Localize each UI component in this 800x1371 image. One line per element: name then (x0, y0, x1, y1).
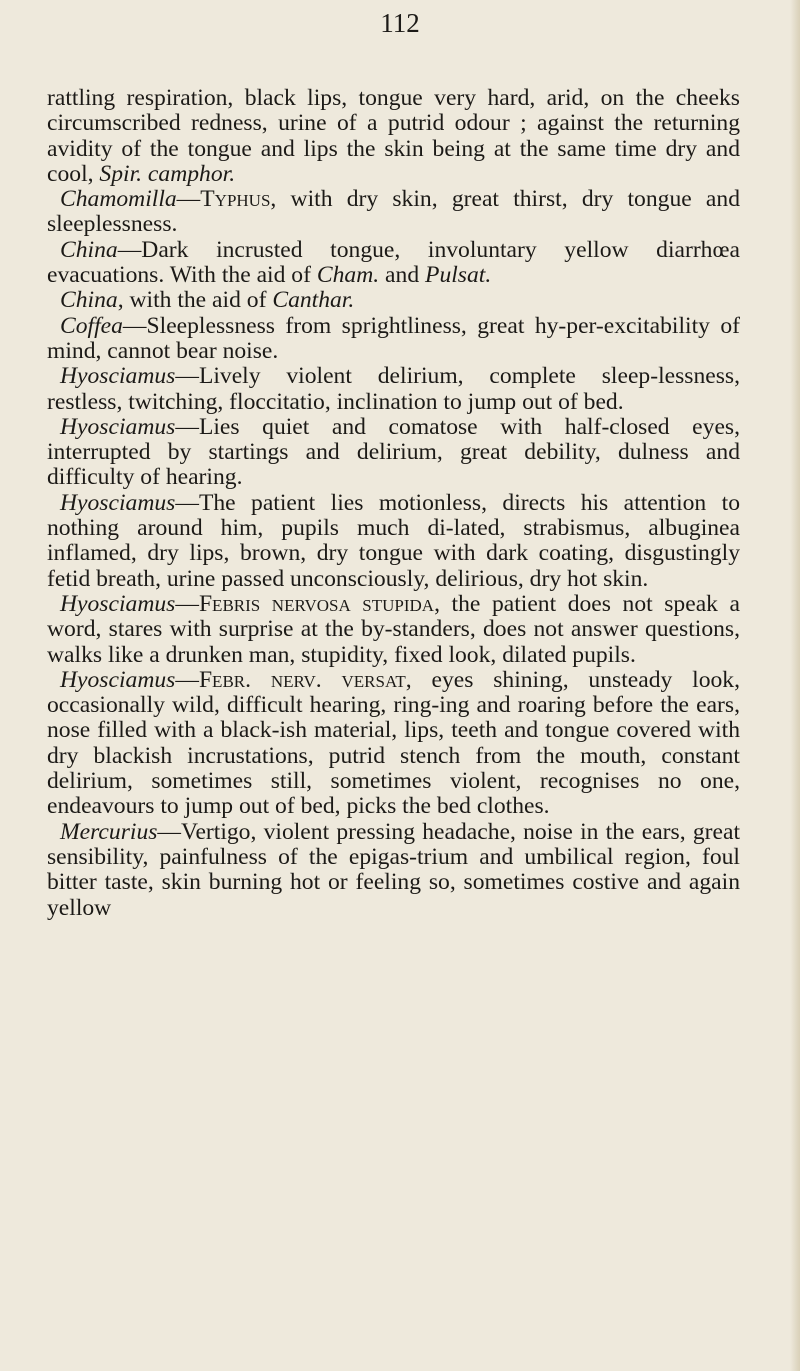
remedy-entry (47, 187, 740, 238)
text-run: , with the aid of (117, 287, 273, 314)
remedy-entry (47, 314, 740, 365)
remedy-name: Hyosciamus (60, 489, 176, 516)
remedy-name: Coffea (60, 312, 123, 339)
remedy-name: Cham. (316, 262, 380, 289)
remedy-name: Pulsat. (425, 262, 492, 289)
text-run: —Sleeplessness from sprightliness, great hy-per-excitability of mind, cannot bear noise. (47, 312, 740, 364)
continued-paragraph (47, 86, 740, 187)
body-text (47, 86, 740, 921)
text-run: —Lively violent delirium, complete sleep-lessness, restless, twitching, floccitatio, inclination to jump out of bed. (47, 363, 740, 415)
text-run: — (175, 590, 199, 617)
remedy-name: Hyosciamus (60, 666, 176, 693)
text-run: —Lies quiet and comatose with half-closed eyes, interrupted by startings and delirium, great debility, dulness and difficulty of hearing. (47, 413, 740, 491)
remedy-entry (47, 238, 740, 289)
condition-name: Typhus (200, 186, 271, 213)
remedy-entry (47, 592, 740, 668)
text-run: , with dry skin, great thirst, dry tongue and sleeplessness. (47, 186, 740, 238)
remedy-name: Mercurius (60, 818, 158, 845)
text-run: rattling respiration, black lips, tongue very hard, arid, on the cheeks circumscribed redness, urine of a putrid odour ; against the returning avidity of the tongue and lips the skin being at the same time dry and cool, (47, 85, 740, 187)
remedy-entry (47, 491, 740, 592)
remedy-name: China (60, 287, 118, 314)
remedy-name: Canthar. (272, 287, 355, 314)
text-run: —Vertigo, violent pressing headache, noise in the ears, great sensibility, painfulness of the epigas-trium and umbilical region, foul bitter taste, skin burning hot or feeling so, sometimes costive and again yellow (47, 818, 740, 921)
remedy-entry (47, 668, 740, 820)
remedy-name: Chamomilla (60, 186, 177, 213)
page-number: 112 (380, 8, 420, 38)
remedy-entry (47, 820, 740, 921)
condition-name: Febr. nerv. versat (198, 666, 406, 693)
remedy-entry (47, 364, 740, 415)
remedy-entry (47, 288, 740, 313)
condition-name: Febris nervosa stupida (198, 590, 435, 617)
text-run: , the patient does not speak a word, stares with surprise at the by-standers, does not answer questions, walks like a drunken man, stupidity, fixed look, dilated pupils. (47, 590, 741, 668)
text-run: —The patient lies motionless, directs his attention to nothing around him, pupils much di-lated, strabismus, albuginea inflamed, dry lips, brown, dry tongue with dark coating, disgustingly fetid breath, urine passed unconsciously, delirious, dry hot skin. (47, 489, 740, 592)
text-run: and (379, 262, 426, 289)
remedy-name: China (60, 236, 118, 263)
text-run: — (175, 666, 199, 693)
text-run: , eyes shining, unsteady look, occasionally wild, difficult hearing, ring-ing and roaring before the ears, nose filled with a black-ish material, lips, teeth and tongue covered with dry blackish incrustations, putrid stench from the mouth, constant delirium, sometimes still, sometimes violent, recognises no one, endeavours to jump out of bed, picks the bed clothes. (47, 666, 740, 820)
text-run: — (176, 186, 201, 213)
remedy-entry (47, 415, 740, 491)
remedy-name: Hyosciamus (60, 363, 176, 390)
remedy-name: Hyosciamus (60, 413, 176, 440)
remedy-name: Hyosciamus (60, 590, 176, 617)
page-edge-shadow (790, 0, 800, 1371)
text-run: —Dark incrusted tongue, involuntary yellow diarrhœa evacuations. With the aid of (47, 236, 740, 289)
remedy-name: Spir. camphor. (99, 160, 236, 187)
